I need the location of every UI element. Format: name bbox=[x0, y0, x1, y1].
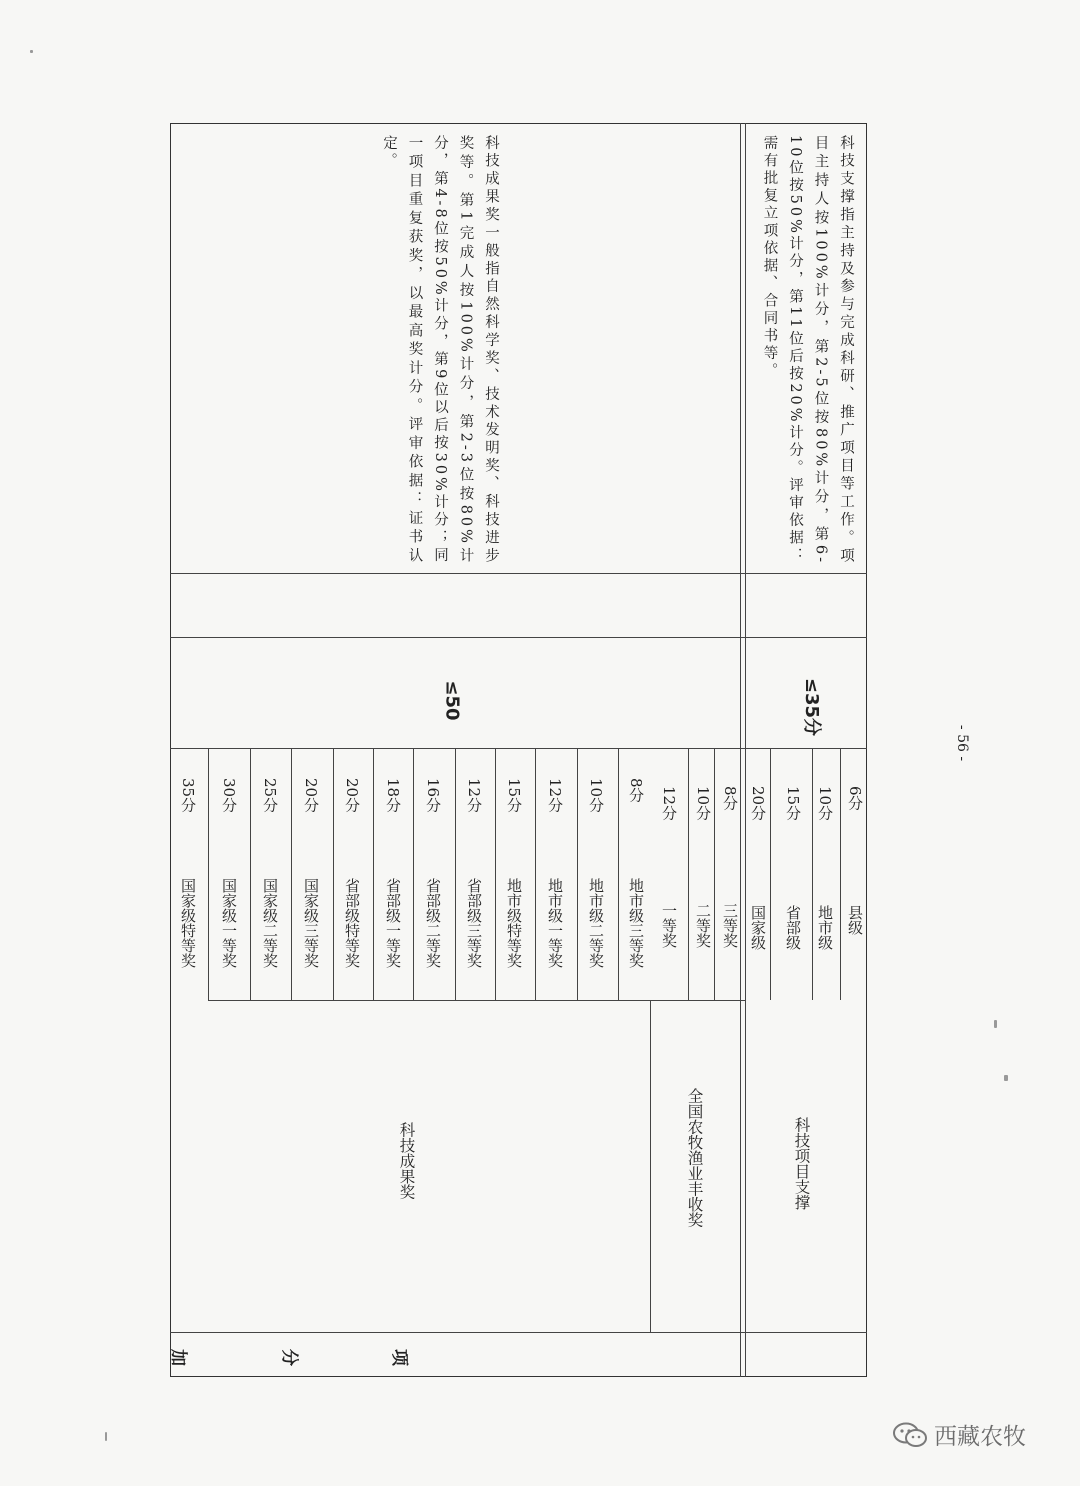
award-level-cell: 国家级二等奖 bbox=[261, 878, 279, 968]
award-level-cell: 地市级一等奖 bbox=[546, 878, 564, 968]
table-rule bbox=[650, 1000, 745, 1001]
award-score-cell: 20分 bbox=[302, 778, 320, 813]
heading-char: 加 bbox=[168, 1349, 188, 1366]
table-rule bbox=[618, 748, 619, 1000]
support-level-cell: 国家级 bbox=[749, 905, 767, 950]
table-rule bbox=[170, 1332, 867, 1333]
chat-icon bbox=[892, 1421, 928, 1449]
scan-speck bbox=[105, 1432, 107, 1441]
table-rule bbox=[577, 748, 578, 1000]
table-rule bbox=[455, 748, 456, 1000]
award-level-cell: 省部级二等奖 bbox=[424, 878, 442, 968]
table-rule bbox=[745, 123, 746, 1377]
table-rule bbox=[650, 1000, 651, 1332]
harvest-level-cell: 一等奖 bbox=[660, 903, 678, 948]
table-rule bbox=[840, 748, 841, 1000]
support-level-cell: 省部级 bbox=[784, 905, 802, 950]
table-rule bbox=[535, 748, 536, 1000]
award-score-cell: 18分 bbox=[384, 778, 402, 813]
support-score-cell: 15分 bbox=[784, 786, 802, 821]
support-description: 科技支撑指主持及参与完成科研、推广项目等工作。项目主持人按100%计分，第2-5位按80%计分，第6-10位按50%计分，第11位后按20%计分。评审依据：需有批复立项依据、合同书等。 bbox=[761, 135, 854, 565]
awards-description: 科技成果奖一般指自然科学奖、技术发明奖、科技进步奖等。第1完成人按100%计分，第2-3位按80%计分，第4-8位按50%计分，第9位以后按30%计分；同一项目重复获奖，以最高奖计分。评审依据：证书认定。 bbox=[381, 135, 499, 565]
support-cap: ≤35分 bbox=[801, 677, 823, 737]
award-level-cell: 国家级三等奖 bbox=[302, 878, 320, 968]
support-level-cell: 县级 bbox=[846, 905, 864, 935]
harvest-score-cell: 8分 bbox=[721, 786, 739, 811]
table-rule bbox=[812, 748, 813, 1000]
harvest-category: 全国农牧渔业丰收奖 bbox=[685, 1088, 704, 1228]
award-level-cell: 国家级特等奖 bbox=[179, 878, 197, 968]
award-score-cell: 12分 bbox=[546, 778, 564, 813]
award-score-cell: 8分 bbox=[627, 778, 645, 803]
watermark bbox=[892, 1418, 1026, 1451]
award-score-cell: 25分 bbox=[261, 778, 279, 813]
award-score-cell: 10分 bbox=[587, 778, 605, 813]
award-score-cell: 16分 bbox=[424, 778, 442, 813]
table-rule bbox=[170, 637, 867, 638]
award-score-cell: 35分 bbox=[179, 778, 197, 813]
heading-char: 分 bbox=[279, 1349, 299, 1366]
heading-char: 项 bbox=[389, 1349, 409, 1366]
harvest-level-cell: 三等奖 bbox=[721, 903, 739, 948]
award-level-cell: 省部级三等奖 bbox=[465, 878, 483, 968]
award-level-cell: 国家级一等奖 bbox=[220, 878, 238, 968]
award-score-cell: 20分 bbox=[343, 778, 361, 813]
scan-speck bbox=[1004, 1075, 1008, 1081]
support-score-cell: 20分 bbox=[749, 786, 767, 821]
table-rule bbox=[495, 748, 496, 1000]
awards-category: 科技成果奖 bbox=[397, 1122, 416, 1200]
table-rule bbox=[770, 748, 771, 1000]
award-score-cell: 30分 bbox=[220, 778, 238, 813]
table-rule bbox=[170, 748, 867, 749]
award-score-cell: 12分 bbox=[465, 778, 483, 813]
support-score-cell: 10分 bbox=[816, 786, 834, 821]
table-rule bbox=[373, 748, 374, 1000]
awards-cap: ≤50 bbox=[441, 680, 463, 721]
award-level-cell: 地市级三等奖 bbox=[627, 878, 645, 968]
scan-speck bbox=[30, 50, 33, 53]
table-rule bbox=[250, 748, 251, 1000]
award-level-cell: 省部级一等奖 bbox=[384, 878, 402, 968]
table-rule bbox=[413, 748, 414, 1000]
table-rule bbox=[740, 123, 741, 1377]
page-number: - 56 - bbox=[954, 724, 971, 762]
award-level-cell: 地市级二等奖 bbox=[587, 878, 605, 968]
table-rule bbox=[714, 748, 715, 1000]
harvest-score-cell: 12分 bbox=[660, 786, 678, 821]
harvest-score-cell: 10分 bbox=[694, 786, 712, 821]
table-rule bbox=[333, 748, 334, 1000]
table-rule bbox=[688, 748, 689, 1000]
support-category: 科技项目支撑 bbox=[792, 1117, 811, 1210]
support-level-cell: 地市级 bbox=[816, 905, 834, 950]
table-rule bbox=[208, 748, 209, 1000]
table-rule bbox=[170, 573, 867, 574]
award-level-cell: 地市级特等奖 bbox=[505, 878, 523, 968]
support-score-cell: 6分 bbox=[846, 786, 864, 811]
award-level-cell: 省部级特等奖 bbox=[343, 878, 361, 968]
table-rule bbox=[291, 748, 292, 1000]
scan-speck bbox=[994, 1020, 997, 1028]
watermark-text: 西藏农牧 bbox=[934, 1424, 1026, 1450]
award-score-cell: 15分 bbox=[505, 778, 523, 813]
harvest-level-cell: 二等奖 bbox=[694, 903, 712, 948]
